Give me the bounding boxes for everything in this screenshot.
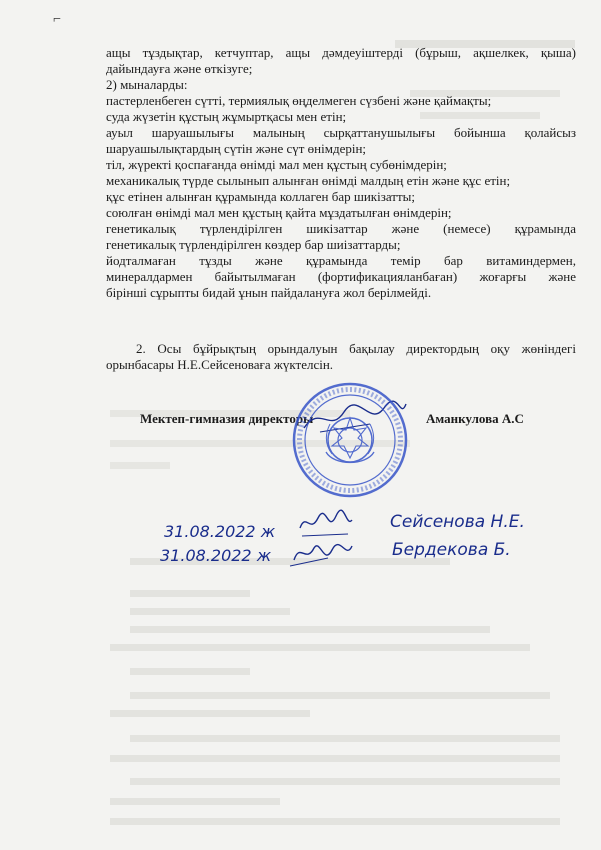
text-line: шаруашылықтардың сүтін және сүт өнімдерін; [106, 141, 367, 156]
text-line: 2) мыналарды: [106, 77, 188, 92]
director-title: Мектеп-гимназия директоры [140, 411, 314, 426]
text-line: минералдармен байытылмаған (фортификацияланбаған) жоғарғы және [106, 269, 576, 284]
text-line: суда жүзетін құстың жұмыртқасы мен етін; [106, 109, 347, 124]
text-line: бірінші сұрыпты бидай ұнын пайдалануға жол берілмейді. [106, 285, 432, 300]
text-line: тіл, жүректі қоспағанда өнімді мал мен құстың субөнімдерін; [106, 157, 447, 172]
text-line: дайындауға және өткізуге; [106, 61, 253, 76]
text-line: 2. Осы бұйрықтың орындалуын бақылау директордың оқу жөніндегі [136, 341, 576, 356]
text-line: генетикалық түрлендірілген шикізаттар және (немесе) құрамында [106, 221, 576, 236]
director-name: Аманкулова А.С [426, 411, 524, 426]
text-line: ащы тұздықтар, кетчуптар, ащы дәмдеуіштерді (бұрыш, ақшелкек, қыша) [106, 45, 576, 60]
signature-2 [288, 536, 358, 570]
handwritten-name-1: Сейсенова Н.Е. [390, 512, 525, 532]
text-line: механикалық түрде сылынып алынған өнімді малдың етін және құс етін; [106, 173, 511, 188]
text-line: орынбасары Н.Е.Сейсеноваға жүктелсін. [106, 357, 334, 372]
handwritten-date-1: 31.08.2022 ж [164, 522, 276, 541]
corner-mark: ⌐ [53, 12, 61, 27]
official-stamp [290, 380, 410, 500]
text-line: ауыл шаруашылығы малының сырқаттанушылығы бойынша қолайсыз [106, 125, 576, 140]
handwritten-name-2: Бердекова Б. [392, 540, 511, 560]
text-line: пастерленбеген сүтті, термиялық өңделмеген сүзбені және қаймақты; [106, 93, 492, 108]
text-line: союлған өнімді мал мен құстың қайта мұздатылған өнімдерін; [106, 205, 452, 220]
text-line: йодталмаған тұзды және құрамында темір бар витаминдермен, [106, 253, 576, 268]
text-line: құс етінен алынған құрамында коллаген бар шикізатты; [106, 189, 416, 204]
handwritten-date-2: 31.08.2022 ж [160, 546, 272, 565]
text-line: генетикалық түрлендірілген көздер бар шиізаттарды; [106, 237, 401, 252]
